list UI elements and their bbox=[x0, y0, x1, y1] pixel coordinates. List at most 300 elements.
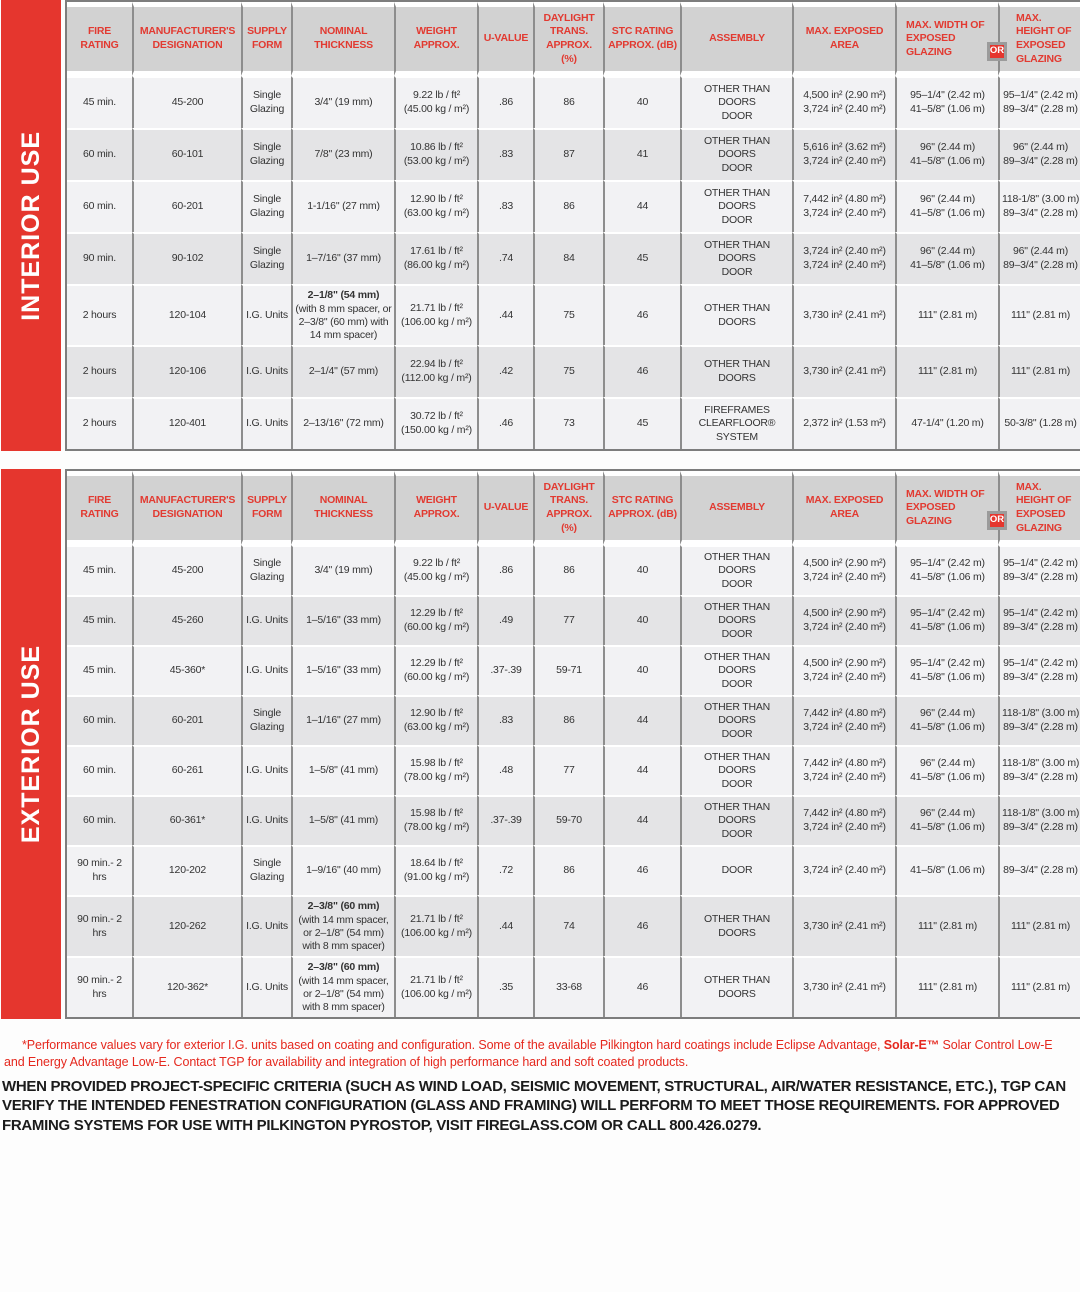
nominal-thickness-cell bbox=[291, 745, 394, 795]
cell-line: 41–5/8" (1.06 m) bbox=[910, 721, 985, 734]
cell-line: 12.90 lb / ft² bbox=[410, 193, 463, 206]
u-value-cell: .37-.39 bbox=[477, 645, 533, 695]
cell-line: OTHER THAN DOORS bbox=[703, 186, 771, 213]
cell-line: 47-1/4" (1.20 m) bbox=[911, 417, 984, 430]
daylight-trans-cell: 87 bbox=[533, 128, 603, 180]
daylight-trans-cell: 59-71 bbox=[533, 645, 603, 695]
nominal-thickness-cell bbox=[291, 232, 394, 284]
supply-form-cell: Single Glazing bbox=[241, 76, 291, 128]
cell-line: (150.00 kg / m²) bbox=[401, 424, 472, 437]
col-header-label: MAX. WIDTH OF EXPOSED GLAZING bbox=[906, 18, 985, 58]
cell-line: DOOR bbox=[721, 864, 753, 877]
designation-cell: 120-104 bbox=[132, 284, 241, 345]
col-header-assembly bbox=[680, 471, 792, 545]
cell-line: 21.71 lb / ft² bbox=[410, 973, 463, 986]
weight-cell bbox=[394, 956, 477, 1017]
u-value-cell: .83 bbox=[477, 695, 533, 745]
col-header-u-value bbox=[477, 471, 533, 545]
footnote-text-start: *Performance values vary for exterior I.G. units based on coating and configuration. Some of the available Pilkington hard coatings include Eclipse Advantage, bbox=[22, 1038, 884, 1053]
cell-line: OTHER THAN DOORS bbox=[703, 650, 771, 677]
designation-cell: 60-361* bbox=[132, 795, 241, 845]
max-exposed-area-cell bbox=[792, 128, 895, 180]
stc-rating-cell: 41 bbox=[603, 128, 680, 180]
cell-line: 89–3/4" (2.28 m) bbox=[1003, 155, 1078, 167]
cell-line: 3,724 in² (2.40 m²) bbox=[803, 621, 886, 634]
max-exposed-area-cell bbox=[792, 956, 895, 1017]
supply-form-cell: I.G. Units bbox=[241, 795, 291, 845]
u-value-cell: .83 bbox=[477, 180, 533, 232]
cell-line: 1-1/16" (27 mm) bbox=[307, 200, 380, 213]
stc-rating-cell: 46 bbox=[603, 895, 680, 956]
cell-line: (86.00 kg / m²) bbox=[403, 259, 470, 271]
col-header-label: STC RATING APPROX. (dB) bbox=[608, 494, 677, 521]
cell-line: OTHER THAN DOORS bbox=[703, 800, 771, 827]
weight-cell bbox=[394, 397, 477, 449]
fire-rating-cell: 45 min. bbox=[67, 645, 132, 695]
stc-rating-cell: 44 bbox=[603, 745, 680, 795]
fire-rating-cell: 90 min.- 2 hrs bbox=[67, 895, 132, 956]
nominal-thickness-cell bbox=[291, 645, 394, 695]
col-header-supply-form bbox=[241, 471, 291, 545]
cell-line: 118-1/8" (3.00 m) bbox=[1002, 707, 1080, 720]
cell-line: 2–3/8" (60 mm) bbox=[307, 961, 380, 974]
cell-line: 41–5/8" (1.06 m) bbox=[910, 864, 985, 877]
cell-line: 89–3/4" (2.28 m) bbox=[1003, 207, 1078, 219]
cell-line: OTHER THAN DOORS bbox=[703, 600, 771, 627]
fire-rating-cell: 2 hours bbox=[67, 397, 132, 449]
col-header-label: STC RATING APPROX. (dB) bbox=[608, 25, 677, 51]
assembly-cell bbox=[680, 845, 792, 895]
cell-line: 111" (2.81 m) bbox=[1010, 919, 1071, 932]
cell-line: 3,730 in² (2.41 m²) bbox=[803, 919, 886, 932]
daylight-trans-cell: 86 bbox=[533, 76, 603, 128]
weight-cell bbox=[394, 795, 477, 845]
col-header-label: ASSEMBLY bbox=[709, 32, 765, 45]
daylight-trans-cell: 75 bbox=[533, 345, 603, 397]
cell-line: 111" (2.81 m) bbox=[1010, 980, 1071, 993]
spec-row bbox=[67, 745, 1080, 795]
u-value-cell: .74 bbox=[477, 232, 533, 284]
cell-line: 111" (2.81 m) bbox=[917, 308, 978, 321]
cell-line: 118-1/8" (3.00 m) bbox=[1002, 757, 1080, 770]
cell-line: 21.71 lb / ft² bbox=[410, 912, 463, 925]
spec-row bbox=[67, 545, 1080, 595]
supply-form-cell: I.G. Units bbox=[241, 397, 291, 449]
max-width-cell bbox=[895, 956, 998, 1017]
max-exposed-area-cell bbox=[792, 284, 895, 345]
designation-cell: 45-200 bbox=[132, 76, 241, 128]
weight-cell bbox=[394, 595, 477, 645]
cell-line: OTHER THAN DOORS bbox=[703, 550, 771, 577]
cell-line: 2–3/8" (60 mm) bbox=[307, 900, 380, 913]
fire-rating-cell: 2 hours bbox=[67, 284, 132, 345]
col-header-manufacturers-designation bbox=[132, 471, 241, 545]
col-header-nominal-thickness bbox=[291, 2, 394, 76]
cell-line: 41–5/8" (1.06 m) bbox=[910, 621, 985, 634]
col-header-label: MAX. EXPOSED AREA bbox=[805, 494, 884, 521]
weight-cell bbox=[394, 745, 477, 795]
cell-line: 1–5/8" (41 mm) bbox=[308, 764, 379, 777]
assembly-cell bbox=[680, 128, 792, 180]
max-exposed-area-cell bbox=[792, 845, 895, 895]
designation-cell: 60-201 bbox=[132, 695, 241, 745]
col-header-max-exposed-area bbox=[792, 2, 895, 76]
assembly-cell bbox=[680, 695, 792, 745]
col-header-max-width-glazing bbox=[895, 2, 998, 76]
fire-rating-cell: 45 min. bbox=[67, 545, 132, 595]
cell-line: 15.98 lb / ft² bbox=[410, 807, 463, 820]
col-header-label: DAYLIGHT TRANS. APPROX. (%) bbox=[543, 480, 595, 534]
cell-line: (112.00 kg / m²) bbox=[401, 372, 472, 385]
cell-line: 96" (2.44 m) bbox=[1012, 141, 1069, 154]
cell-line: 1–7/16" (37 mm) bbox=[306, 252, 381, 265]
fire-rating-cell: 2 hours bbox=[67, 345, 132, 397]
cell-line: 4,500 in² (2.90 m²) bbox=[803, 657, 886, 670]
spec-row bbox=[67, 595, 1080, 645]
stc-rating-cell: 45 bbox=[603, 397, 680, 449]
u-value-cell: .49 bbox=[477, 595, 533, 645]
spec-row bbox=[67, 284, 1080, 345]
cell-line: (106.00 kg / m²) bbox=[401, 315, 472, 328]
col-header-label: U-VALUE bbox=[483, 501, 529, 514]
cell-line: 1–9/16" (40 mm) bbox=[306, 864, 381, 877]
designation-cell: 120-362* bbox=[132, 956, 241, 1017]
col-header-nominal-thickness bbox=[291, 471, 394, 545]
cell-line: 95–1/4" (2.42 m) bbox=[910, 657, 985, 670]
u-value-cell: .72 bbox=[477, 845, 533, 895]
cell-line: 96" (2.44 m) bbox=[919, 757, 976, 770]
nominal-thickness-cell bbox=[291, 345, 394, 397]
cell-line: 96" (2.44 m) bbox=[919, 707, 976, 720]
designation-cell: 120-106 bbox=[132, 345, 241, 397]
col-header-label: MAX. HEIGHT OF EXPOSED GLAZING bbox=[1016, 11, 1072, 65]
daylight-trans-cell: 86 bbox=[533, 845, 603, 895]
fire-rating-cell: 60 min. bbox=[67, 745, 132, 795]
designation-cell: 60-101 bbox=[132, 128, 241, 180]
cell-line: 18.64 lb / ft² bbox=[410, 857, 463, 870]
u-value-cell: .83 bbox=[477, 128, 533, 180]
performance-footnote bbox=[0, 1037, 1080, 1071]
cell-line: 22.94 lb / ft² bbox=[410, 358, 463, 371]
nominal-thickness-cell bbox=[291, 695, 394, 745]
cell-line: 118-1/8" (3.00 m) bbox=[1002, 807, 1080, 820]
cell-line: 41–5/8" (1.06 m) bbox=[910, 771, 985, 784]
cell-line: 96" (2.44 m) bbox=[919, 193, 976, 206]
designation-cell: 45-200 bbox=[132, 545, 241, 595]
max-exposed-area-cell bbox=[792, 397, 895, 449]
max-height-cell bbox=[998, 845, 1080, 895]
supply-form-cell: Single Glazing bbox=[241, 128, 291, 180]
max-exposed-area-cell bbox=[792, 180, 895, 232]
col-header-label: SUPPLY FORM bbox=[247, 25, 287, 51]
cell-line: 5,616 in² (3.62 m²) bbox=[803, 141, 886, 154]
cell-line: OTHER THAN DOORS bbox=[703, 82, 771, 109]
interior-table-wrap bbox=[65, 0, 1080, 451]
col-header-label: FIRE RATING bbox=[80, 494, 119, 521]
supply-form-cell: I.G. Units bbox=[241, 895, 291, 956]
cell-line: 7/8" (23 mm) bbox=[314, 148, 373, 161]
cell-line: 89–3/4" (2.28 m) bbox=[1003, 259, 1078, 271]
daylight-trans-cell: 77 bbox=[533, 595, 603, 645]
cell-line: 10.86 lb / ft² bbox=[410, 141, 463, 154]
daylight-trans-cell: 75 bbox=[533, 284, 603, 345]
cell-line: 89–3/4" (2.28 m) bbox=[1003, 721, 1078, 734]
assembly-cell bbox=[680, 284, 792, 345]
cell-line: DOOR bbox=[721, 627, 753, 640]
col-header-weight-approx bbox=[394, 471, 477, 545]
cell-line: 89–3/4" (2.28 m) bbox=[1003, 671, 1078, 684]
nominal-thickness-cell bbox=[291, 284, 394, 345]
designation-cell: 120-401 bbox=[132, 397, 241, 449]
supply-form-cell: Single Glazing bbox=[241, 232, 291, 284]
max-exposed-area-cell bbox=[792, 795, 895, 845]
col-header-daylight-trans bbox=[533, 471, 603, 545]
cell-line: 89–3/4" (2.28 m) bbox=[1003, 571, 1078, 584]
footnote-text-end: Solar Control Low-E and Energy Advantage Low-E. Contact TGP for availability and integration of high performance hard and soft coated products. bbox=[4, 1038, 1053, 1069]
spec-row bbox=[67, 397, 1080, 449]
col-header-label: NOMINAL THICKNESS bbox=[314, 25, 373, 51]
cell-line: (with 14 mm spacer, or 2–1/8" (54 mm) with 8 mm spacer) bbox=[298, 913, 389, 952]
daylight-trans-cell: 84 bbox=[533, 232, 603, 284]
cell-line: 89–3/4" (2.28 m) bbox=[1003, 771, 1078, 784]
cell-line: 15.98 lb / ft² bbox=[410, 757, 463, 770]
max-width-cell bbox=[895, 845, 998, 895]
cell-line: (with 8 mm spacer, or 2–3/8" (60 mm) with 14 mm spacer) bbox=[295, 302, 392, 341]
cell-line: 41–5/8" (1.06 m) bbox=[910, 671, 985, 684]
exterior-use-label: EXTERIOR USE bbox=[16, 644, 45, 844]
max-width-cell bbox=[895, 345, 998, 397]
cell-line: OTHER THAN DOORS bbox=[703, 750, 771, 777]
daylight-trans-cell: 86 bbox=[533, 695, 603, 745]
stc-rating-cell: 40 bbox=[603, 76, 680, 128]
designation-cell: 60-261 bbox=[132, 745, 241, 795]
cell-line: 2–1/8" (54 mm) bbox=[307, 289, 380, 301]
max-width-cell bbox=[895, 76, 998, 128]
supply-form-cell: I.G. Units bbox=[241, 284, 291, 345]
project-criteria-disclaimer: WHEN PROVIDED PROJECT-SPECIFIC CRITERIA (SUCH AS WIND LOAD, SEISMIC MOVEMENT, STRUCTURAL, AIR/WATER RESISTANCE, ETC.), TGP CAN VERIFY THE INTENDED FENESTRATION CONFIGURATION (GLASS AND FRAMING) WILL PERFORM TO MEET THOSE REQUIREMENTS. FOR APPROVED FRAMING SYSTEMS FOR USE WITH PILKINGTON PYROSTOP, VISIT FIREGLASS.COM OR CALL 800.426.0279. bbox=[2, 1077, 1066, 1134]
supply-form-cell: Single Glazing bbox=[241, 180, 291, 232]
max-exposed-area-cell bbox=[792, 895, 895, 956]
cell-line: 2,372 in² (1.53 m²) bbox=[803, 417, 886, 430]
assembly-cell bbox=[680, 895, 792, 956]
u-value-cell: .42 bbox=[477, 345, 533, 397]
assembly-cell bbox=[680, 645, 792, 695]
fire-rating-cell: 90 min.- 2 hrs bbox=[67, 956, 132, 1017]
cell-line: DOOR bbox=[721, 213, 753, 226]
cell-line: 30.72 lb / ft² bbox=[410, 410, 463, 423]
cell-line: 12.90 lb / ft² bbox=[410, 707, 463, 720]
assembly-cell bbox=[680, 76, 792, 128]
cell-line: 3,724 in² (2.40 m²) bbox=[803, 207, 886, 219]
supply-form-cell: Single Glazing bbox=[241, 845, 291, 895]
spec-row bbox=[67, 956, 1080, 1017]
supply-form-cell: I.G. Units bbox=[241, 745, 291, 795]
max-height-cell bbox=[998, 345, 1080, 397]
weight-cell bbox=[394, 695, 477, 745]
max-exposed-area-cell bbox=[792, 645, 895, 695]
cell-line: DOOR bbox=[721, 827, 753, 840]
max-exposed-area-cell bbox=[792, 595, 895, 645]
max-width-cell bbox=[895, 695, 998, 745]
fire-rating-cell: 45 min. bbox=[67, 595, 132, 645]
supply-form-cell: I.G. Units bbox=[241, 645, 291, 695]
supply-form-cell: Single Glazing bbox=[241, 545, 291, 595]
cell-line: OTHER THAN DOORS bbox=[703, 134, 771, 161]
col-header-label: MANUFACTURER'S DESIGNATION bbox=[139, 494, 236, 521]
nominal-thickness-cell bbox=[291, 795, 394, 845]
cell-line: DOOR bbox=[721, 677, 753, 690]
designation-cell: 45-360* bbox=[132, 645, 241, 695]
cell-line: 41–5/8" (1.06 m) bbox=[910, 571, 985, 584]
weight-cell bbox=[394, 895, 477, 956]
fire-rating-cell: 60 min. bbox=[67, 695, 132, 745]
spec-row bbox=[67, 232, 1080, 284]
assembly-cell bbox=[680, 595, 792, 645]
cell-line: 95–1/4" (2.42 m) bbox=[1003, 89, 1078, 102]
daylight-trans-cell: 86 bbox=[533, 180, 603, 232]
cell-line: 21.71 lb / ft² bbox=[410, 301, 463, 314]
cell-line: 95–1/4" (2.42 m) bbox=[1003, 657, 1078, 670]
nominal-thickness-cell bbox=[291, 76, 394, 128]
stc-rating-cell: 44 bbox=[603, 695, 680, 745]
cell-line: 95–1/4" (2.42 m) bbox=[910, 607, 985, 620]
max-exposed-area-cell bbox=[792, 76, 895, 128]
max-height-cell bbox=[998, 545, 1080, 595]
u-value-cell: .35 bbox=[477, 956, 533, 1017]
col-header-label: MANUFACTURER'S DESIGNATION bbox=[139, 25, 236, 51]
col-header-label: U-VALUE bbox=[483, 32, 529, 45]
cell-line: 4,500 in² (2.90 m²) bbox=[803, 557, 886, 570]
supply-form-cell: Single Glazing bbox=[241, 695, 291, 745]
stc-rating-cell: 40 bbox=[603, 645, 680, 695]
weight-cell bbox=[394, 345, 477, 397]
assembly-cell bbox=[680, 180, 792, 232]
spec-row bbox=[67, 76, 1080, 128]
col-header-stc-rating bbox=[603, 2, 680, 76]
assembly-cell bbox=[680, 397, 792, 449]
cell-line: 111" (2.81 m) bbox=[917, 365, 978, 378]
nominal-thickness-cell bbox=[291, 180, 394, 232]
nominal-thickness-cell bbox=[291, 595, 394, 645]
cell-line: OTHER THAN DOORS bbox=[703, 973, 771, 1000]
cell-line: 3,724 in² (2.40 m²) bbox=[803, 771, 886, 784]
stc-rating-cell: 46 bbox=[603, 284, 680, 345]
cell-line: 89–3/4" (2.28 m) bbox=[1003, 621, 1078, 634]
cell-line: 41–5/8" (1.06 m) bbox=[910, 155, 985, 167]
col-header-fire-rating bbox=[67, 2, 132, 76]
cell-line: 96" (2.44 m) bbox=[1012, 245, 1069, 258]
max-width-cell bbox=[895, 745, 998, 795]
spec-row bbox=[67, 180, 1080, 232]
cell-line: 95–1/4" (2.42 m) bbox=[910, 557, 985, 570]
col-header-supply-form bbox=[241, 2, 291, 76]
exterior-table-wrap bbox=[65, 469, 1080, 1019]
cell-line: 2–1/4" (57 mm) bbox=[308, 365, 379, 378]
max-height-cell bbox=[998, 595, 1080, 645]
interior-spec-table bbox=[65, 0, 1080, 451]
supply-form-cell: I.G. Units bbox=[241, 956, 291, 1017]
stc-rating-cell: 46 bbox=[603, 845, 680, 895]
cell-line: 9.22 lb / ft² bbox=[412, 89, 460, 102]
nominal-thickness-cell bbox=[291, 545, 394, 595]
exterior-spec-table bbox=[65, 469, 1080, 1019]
cell-line: 41–5/8" (1.06 m) bbox=[910, 821, 985, 834]
col-header-label: MAX. EXPOSED AREA bbox=[805, 25, 884, 51]
max-height-cell bbox=[998, 284, 1080, 345]
cell-line: 4,500 in² (2.90 m²) bbox=[803, 89, 886, 102]
weight-cell bbox=[394, 545, 477, 595]
stc-rating-cell: 40 bbox=[603, 595, 680, 645]
cell-line: OTHER THAN DOORS bbox=[703, 700, 771, 727]
col-header-daylight-trans bbox=[533, 2, 603, 76]
cell-line: DOOR bbox=[721, 777, 753, 790]
cell-line: 3,724 in² (2.40 m²) bbox=[803, 571, 886, 584]
col-header-stc-rating bbox=[603, 471, 680, 545]
cell-line: 3,724 in² (2.40 m²) bbox=[803, 864, 886, 877]
stc-rating-cell: 40 bbox=[603, 545, 680, 595]
stc-rating-cell: 45 bbox=[603, 232, 680, 284]
assembly-cell bbox=[680, 545, 792, 595]
cell-line: 17.61 lb / ft² bbox=[410, 245, 463, 258]
cell-line: (60.00 kg / m²) bbox=[403, 621, 470, 634]
cell-line: DOOR bbox=[721, 727, 753, 740]
cell-line: 3,724 in² (2.40 m²) bbox=[803, 721, 886, 734]
col-header-max-height-glazing bbox=[989, 2, 1080, 76]
max-exposed-area-cell bbox=[792, 345, 895, 397]
cell-line: (106.00 kg / m²) bbox=[401, 987, 472, 1000]
stc-rating-cell: 46 bbox=[603, 956, 680, 1017]
cell-line: 3,724 in² (2.40 m²) bbox=[803, 103, 886, 115]
cell-line: (45.00 kg / m²) bbox=[403, 103, 470, 115]
header-row bbox=[67, 471, 1080, 545]
max-width-cell bbox=[895, 645, 998, 695]
u-value-cell: .44 bbox=[477, 895, 533, 956]
cell-line: 111" (2.81 m) bbox=[917, 919, 978, 932]
max-width-cell bbox=[895, 397, 998, 449]
cell-line: 41–5/8" (1.06 m) bbox=[910, 207, 985, 219]
col-header-u-value bbox=[477, 2, 533, 76]
cell-line: 1–5/16" (33 mm) bbox=[306, 614, 381, 627]
cell-line: (with 14 mm spacer, or 2–1/8" (54 mm) with 8 mm spacer) bbox=[298, 974, 389, 1013]
designation-cell: 45-260 bbox=[132, 595, 241, 645]
cell-line: 89–3/4" (2.28 m) bbox=[1003, 103, 1078, 115]
max-width-cell bbox=[895, 232, 998, 284]
cell-line: (63.00 kg / m²) bbox=[403, 721, 470, 734]
cell-line: DOOR bbox=[721, 577, 753, 590]
cell-line: 12.29 lb / ft² bbox=[410, 657, 463, 670]
cell-line: (45.00 kg / m²) bbox=[403, 571, 470, 584]
weight-cell bbox=[394, 645, 477, 695]
cell-line: 89–3/4" (2.28 m) bbox=[1003, 864, 1078, 877]
fire-rating-cell: 60 min. bbox=[67, 128, 132, 180]
max-width-cell bbox=[895, 895, 998, 956]
weight-cell bbox=[394, 128, 477, 180]
fire-rating-cell: 60 min. bbox=[67, 795, 132, 845]
max-height-cell bbox=[998, 795, 1080, 845]
col-header-label: FIRE RATING bbox=[80, 25, 119, 51]
cell-line: OTHER THAN DOORS bbox=[703, 912, 771, 939]
col-header-label: NOMINAL THICKNESS bbox=[314, 494, 373, 521]
fire-rating-cell: 45 min. bbox=[67, 76, 132, 128]
u-value-cell: .37-.39 bbox=[477, 795, 533, 845]
nominal-thickness-cell bbox=[291, 845, 394, 895]
cell-line: OTHER THAN DOORS bbox=[703, 358, 771, 385]
nominal-thickness-cell bbox=[291, 397, 394, 449]
max-height-cell bbox=[998, 695, 1080, 745]
u-value-cell: .46 bbox=[477, 397, 533, 449]
cell-line: 111" (2.81 m) bbox=[917, 980, 978, 993]
col-header-manufacturers-designation bbox=[132, 2, 241, 76]
